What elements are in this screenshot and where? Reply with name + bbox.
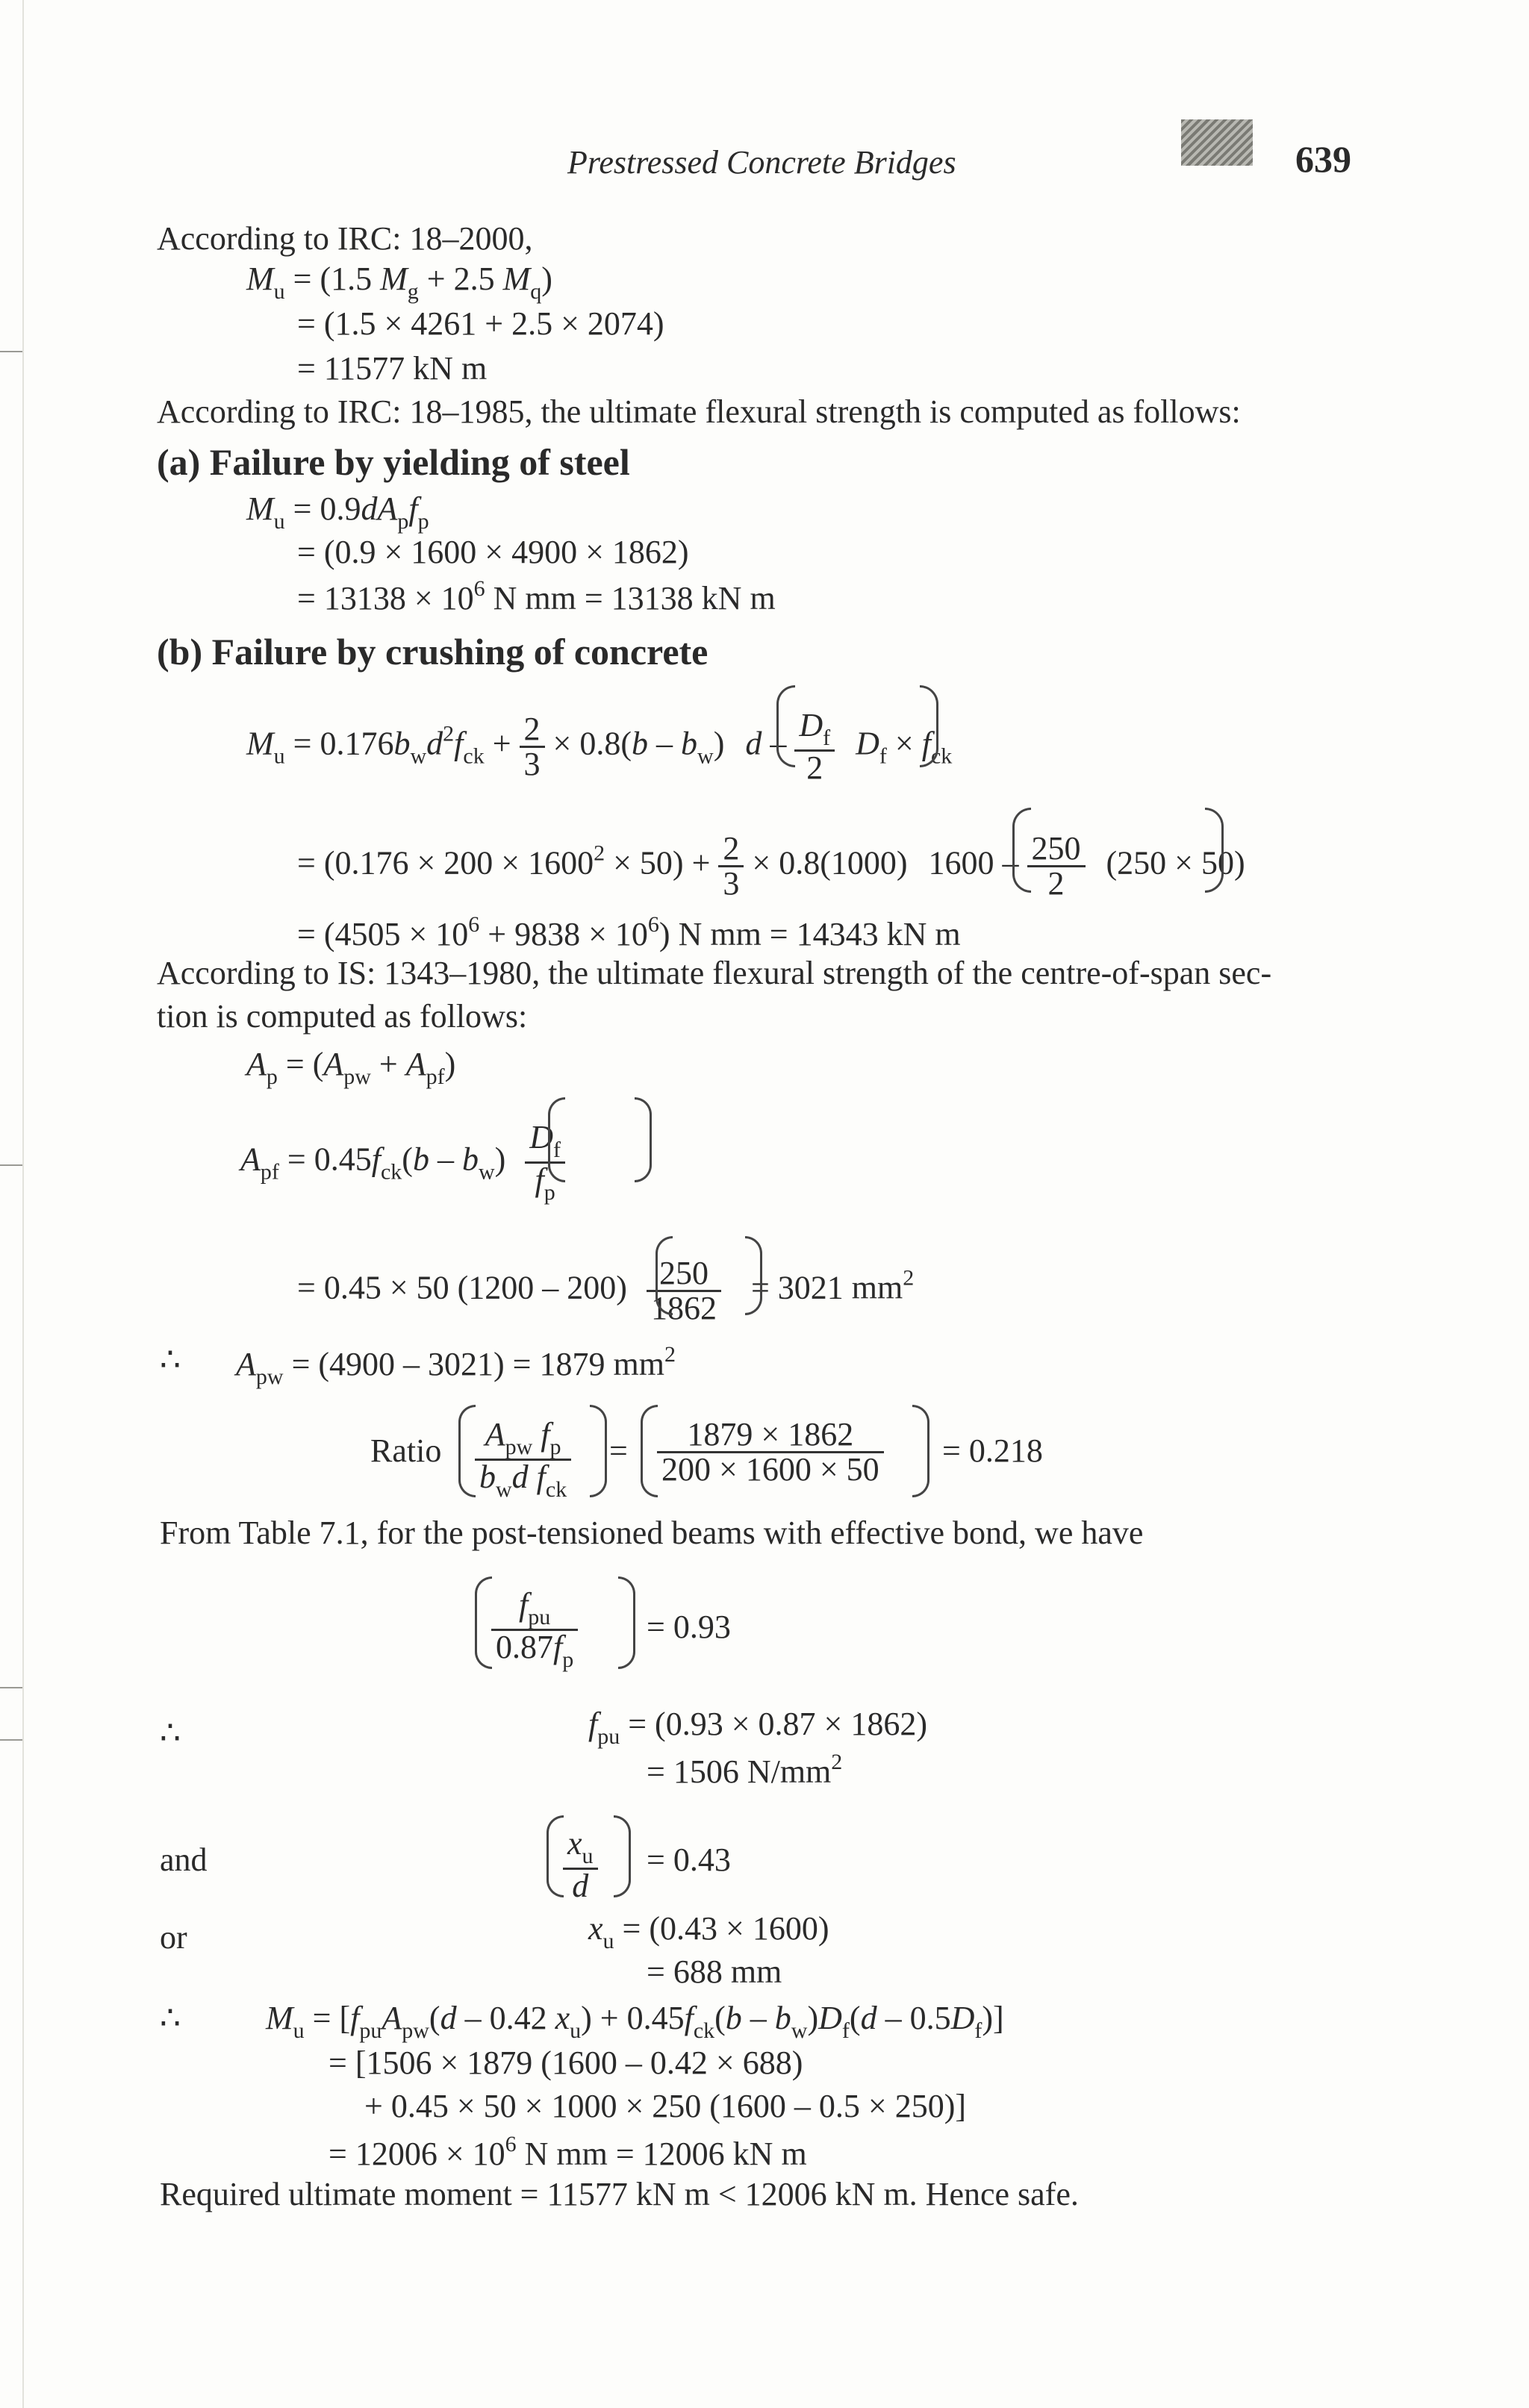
b-substitution: = $(0.176 \times 200 \times 1600^2 \times 50)$ + $\frac{2}{3}$ × 0.8(1000) 1600 – $\frac{250}{2}$ (250 × 50) [297, 830, 1245, 902]
a-formula: $M_u = 0.9dA_pf_p$ [246, 490, 429, 534]
mu-formula: $M_u = [f_{pu}A_{pw}(d - 0.42$ $x_u) + 0.45f_{ck}(b - b_w)D_f(d - 0.5D_f)$] [266, 2000, 1004, 2043]
therefore-symbol: ∴ [160, 2000, 181, 2036]
xu-eq: $x_u = (0.43 \times 1600)$ [588, 1910, 829, 1953]
table-reference: From Table 7.1, for the post-tensioned beams with effective bond, we have [160, 1515, 1144, 1551]
mu-result: = $12006 \times 10^6$ N mm = 12006 kN m [328, 2132, 807, 2172]
therefore-symbol: ∴ [160, 1715, 181, 1751]
paren-right [745, 1236, 762, 1315]
paren-right [920, 685, 938, 767]
running-header: Prestressed Concrete Bridges [567, 144, 956, 181]
paren-right [912, 1405, 929, 1497]
fpu-ratio-result: = 0.93 [647, 1609, 731, 1645]
page-edge-shadow [22, 0, 24, 2408]
paren-right [618, 1576, 635, 1669]
fpu-result: = 1506 $N/mm^2$ [647, 1750, 843, 1790]
xu-result: = 688 mm [647, 1953, 782, 1990]
ratio-result: = 0.218 [942, 1432, 1043, 1469]
irc2000-formula: $M_u = (1.5$ $M_g + 2.5$ $M_q$) [246, 261, 552, 304]
paren-left [655, 1236, 673, 1315]
binding-mark [0, 1164, 22, 1166]
paren-right [1205, 808, 1224, 893]
ratio-formula: $\frac{A_{pw} f_p}{b_wd f_{ck}}$ [475, 1418, 571, 1501]
binding-mark [0, 1739, 22, 1741]
paren-right [635, 1097, 652, 1182]
b-result: = $(4505 \times 10^6 + 9838 \times 10^6)$ N mm = 14343 kN m [297, 912, 961, 952]
ap-formula: $A_p = (A_{pw} + A_{pf})$ [246, 1046, 456, 1089]
is1343-intro-2: tion is computed as follows: [157, 998, 528, 1035]
ratio-label: Ratio [370, 1432, 442, 1469]
xu-ratio-result: = 0.43 [647, 1841, 731, 1878]
equals-sign: = [609, 1432, 628, 1469]
therefore-symbol: ∴ [160, 1341, 181, 1378]
paren-right [590, 1405, 607, 1497]
irc1985-intro: According to IRC: 18–1985, the ultimate flexural strength is computed as follows: [157, 393, 1241, 430]
b-formula: $M_u = 0.176b_wd^2f_{ck}$ + $\frac{2}{3}$ × $0.8(b - b_w)$ d – $\frac{D_f}{2}$ $D_f \times f_{ck}$ [246, 707, 953, 786]
mu-substitution-2: + 0.45 × 50 × 1000 × 250 (1600 – 0.5 × 250)] [364, 2088, 967, 2124]
paren-left [641, 1405, 658, 1497]
paren-left [1012, 808, 1031, 893]
a-substitution: = (0.9 × 1600 × 4900 × 1862) [297, 534, 689, 570]
heading-a: (a) Failure by yielding of steel [157, 441, 630, 483]
irc2000-substitution: = (1.5 × 4261 + 2.5 × 2074) [297, 305, 664, 342]
apf-formula: $A_{pf} = 0.45f_{ck}(b - b_w)$ $\frac{D_f}{f_p}$ [240, 1121, 565, 1204]
page-number: 639 [1295, 138, 1351, 180]
xu-ratio: $\frac{x_u}{d}$ [563, 1827, 598, 1903]
a-result: = $13138 \times 10^6$ N mm = 13138 kN m [297, 576, 776, 617]
binding-mark [0, 351, 22, 352]
chapter-thumb-tab [1181, 119, 1253, 166]
irc2000-result: = 11577 kN m [297, 350, 488, 387]
paren-right [614, 1815, 631, 1897]
or-word: or [160, 1919, 187, 1956]
paren-left [458, 1405, 476, 1497]
apw-line: $A_{pw} = (4900 - 3021) = 1879$ $mm^2$ [236, 1342, 676, 1389]
paren-left [475, 1576, 492, 1669]
irc2000-intro: According to IRC: 18–2000, [157, 220, 533, 257]
and-word: and [160, 1841, 208, 1878]
binding-mark [0, 1687, 22, 1688]
paren-left [548, 1097, 565, 1182]
paren-left [776, 685, 795, 767]
fpu-ratio: $\frac{f_{pu}}{0.87f_p}$ [491, 1588, 578, 1671]
mu-substitution-1: = [1506 × 1879 (1600 – 0.42 × 688) [328, 2044, 803, 2081]
is1343-intro-1: According to IS: 1343–1980, the ultimate flexural strength of the centre-of-span sec- [157, 955, 1272, 991]
paren-left [546, 1815, 564, 1897]
fpu-eq: $f_{pu} = (0.93 \times 0.87 \times 1862)$ [588, 1706, 927, 1749]
conclusion: Required ultimate moment = 11577 kN m < 12006 kN m. Hence safe. [160, 2176, 1079, 2212]
apf-substitution: = 0.45 × 50 (1200 – 200) $\frac{250}{1862}$ = 3021 $mm^2$ [297, 1255, 915, 1326]
heading-b: (b) Failure by crushing of concrete [157, 631, 709, 673]
ratio-values: $\frac{1879 \times 1862}{200 \times 1600 \times 50}$ [657, 1418, 884, 1486]
